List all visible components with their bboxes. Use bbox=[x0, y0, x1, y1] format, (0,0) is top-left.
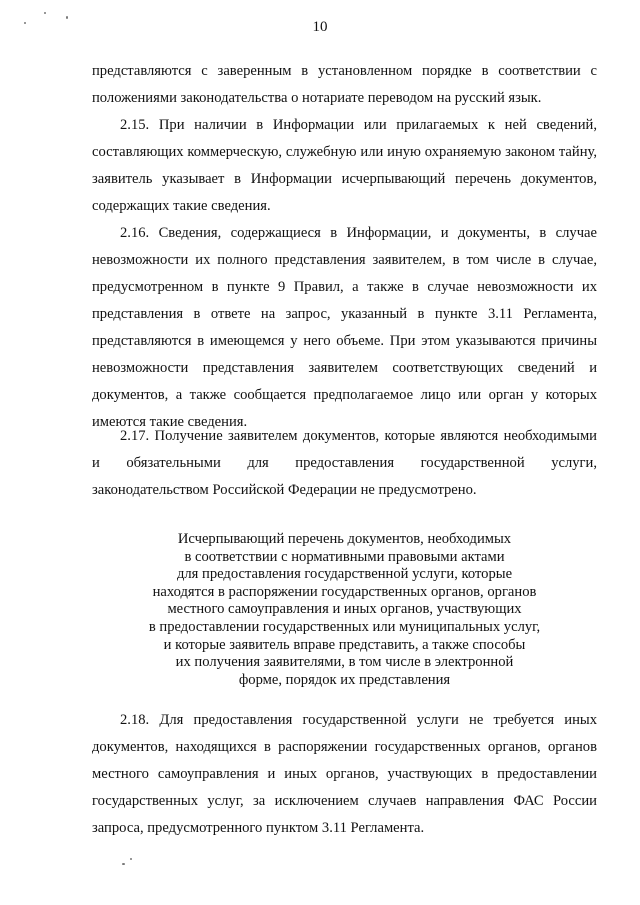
paragraph-2-18: 2.18. Для предоставления государственной услуги не требуется иных документов, находящихся в распоряжении государственных органов, органов местного самоуправления и иных органов, участвующих в предоставлении государственных услуг, за исключением случаев направления ФАС России запроса, предусмотренного пунктом 3.11 Регламента. bbox=[92, 712, 597, 836]
section-heading bbox=[92, 531, 597, 689]
speck bbox=[122, 863, 125, 865]
heading-line: местного самоуправления и иных органов, участвующих bbox=[167, 601, 522, 618]
heading-line: форме, порядок их представления bbox=[238, 671, 451, 688]
heading-line: находятся в распоряжении государственных органов, органов bbox=[152, 583, 537, 600]
heading-line: их получения заявителями, в том числе в электронной bbox=[175, 654, 514, 671]
heading-line: в предоставлении государственных или муниципальных услуг, bbox=[148, 618, 541, 635]
heading-line: в соответствии с нормативными правовыми актами bbox=[184, 548, 505, 565]
paragraph-2-16: 2.16. Сведения, содержащиеся в Информации, и документы, в случае невозможности их полного представления заявителем, в том числе в случае, предусмотренном в пункте 9 Правил, а также в случае невозможности их представления в ответе на запрос, указанный в пункте 3.11 Регламента, представляются в имеющемся у него объеме. При этом указываются причины невозможности представления заявителем соответствующих сведений и документов, а также сообщается предполагаемое лицо или орган у которых имеются такие сведения. bbox=[92, 225, 597, 430]
heading-line: и которые заявитель вправе представить, а также способы bbox=[163, 636, 526, 653]
page-number: 10 bbox=[312, 19, 328, 35]
heading-line: Исчерпывающий перечень документов, необходимых bbox=[177, 531, 512, 547]
paragraph-2-15: 2.15. При наличии в Информации или прилагаемых к ней сведений, составляющих коммерческую, служебную или иную охраняемую законом тайну, заявитель указывает в Информации исчерпывающий перечень документов, содержащих такие сведения. bbox=[92, 117, 597, 214]
paragraph-continuation: представляются с заверенным в установленном порядке в соответствии с положениями законодательства о нотариате переводом на русский язык. bbox=[92, 63, 597, 106]
speck bbox=[130, 858, 132, 860]
paragraph-2-17: 2.17. Получение заявителем документов, которые являются необходимыми и обязательными для предоставления государственной услуги, законодательством Российской Федерации не предусмотрено. bbox=[92, 428, 597, 498]
heading-line: для предоставления государственной услуги, которые bbox=[176, 566, 513, 583]
speck bbox=[44, 12, 46, 14]
